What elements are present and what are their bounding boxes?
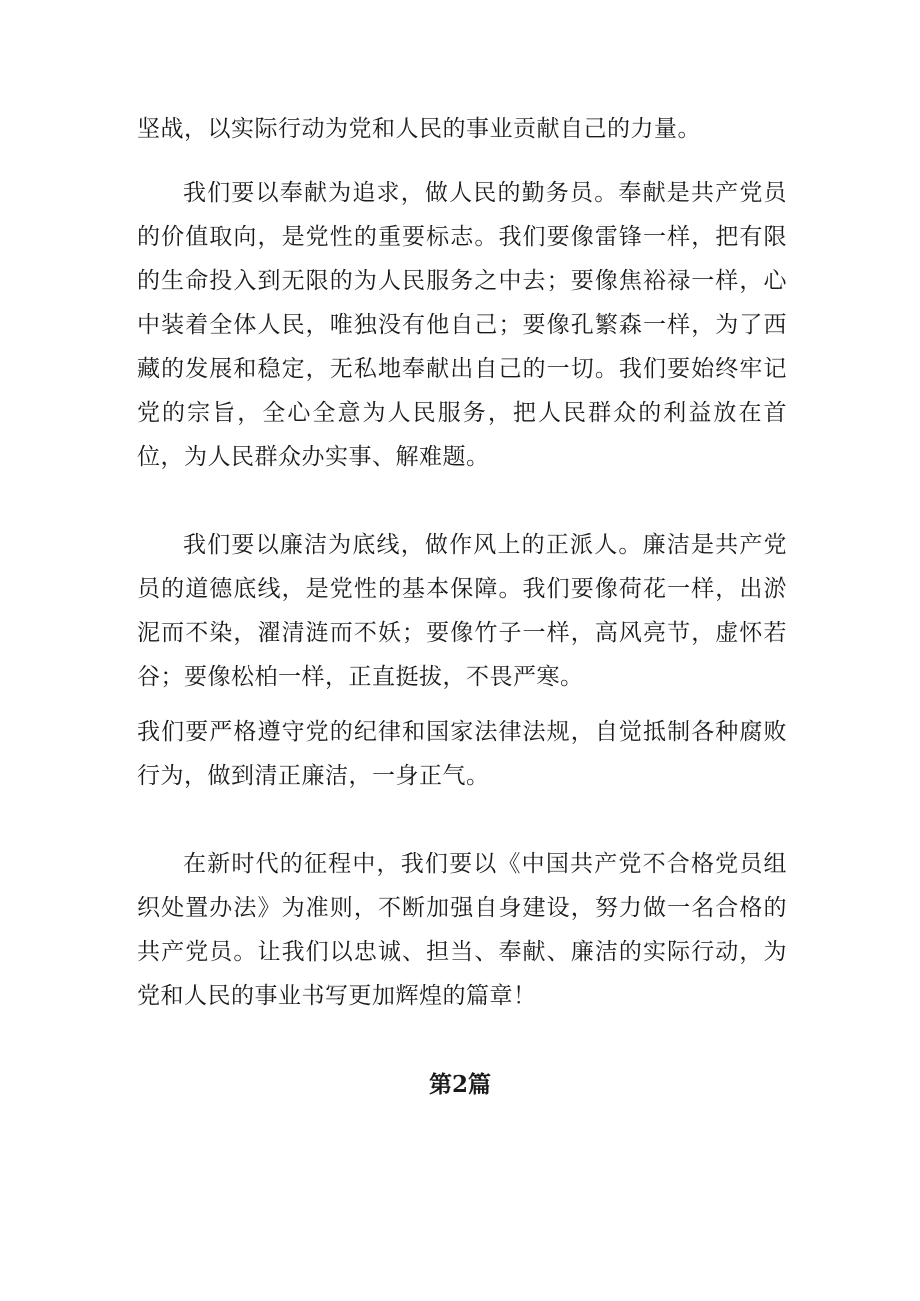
paragraph-continuation: 坚战，以实际行动为党和人民的事业贡献自己的力量。 — [137, 116, 701, 142]
paragraph-discipline: 我们要严格遵守党的纪律和国家法律法规，自觉抵制各种腐败行为，做到清正廉洁，一身正气。 — [137, 719, 787, 789]
paragraph-integrity: 我们要以廉洁为底线，做作风上的正派人。廉洁是共产党员的道德底线，是党性的基本保障。我们要像荷花一样，出淤泥而不染，濯清涟而不妖；要像竹子一样，高风亮节，虚怀若谷；要像松柏一样，正直挺拔，不畏严寒。 — [137, 532, 787, 690]
paragraph-conclusion: 在新时代的征程中，我们要以《中国共产党不合格党员组织处置办法》为准则，不断加强自身建设，努力做一名合格的共产党员。让我们以忠诚、担当、奉献、廉洁的实际行动，为党和人民的事业书写更加辉煌的篇章！ — [137, 851, 787, 1009]
section-heading: 第2篇 — [428, 1071, 491, 1098]
paragraph-dedication: 我们要以奉献为追求，做人民的勤务员。奉献是共产党员的价值取向，是党性的重要标志。我们要像雷锋一样，把有限的生命投入到无限的为人民服务之中去；要像焦裕禄一样，心中装着全体人民，唯独没有他自己；要像孔繁森一样，为了西藏的发展和稳定，无私地奉献出自己的一切。我们要始终牢记党的宗旨，全心全意为人民服务，把人民群众的利益放在首位，为人民群众办实事、解难题。 — [137, 180, 787, 470]
